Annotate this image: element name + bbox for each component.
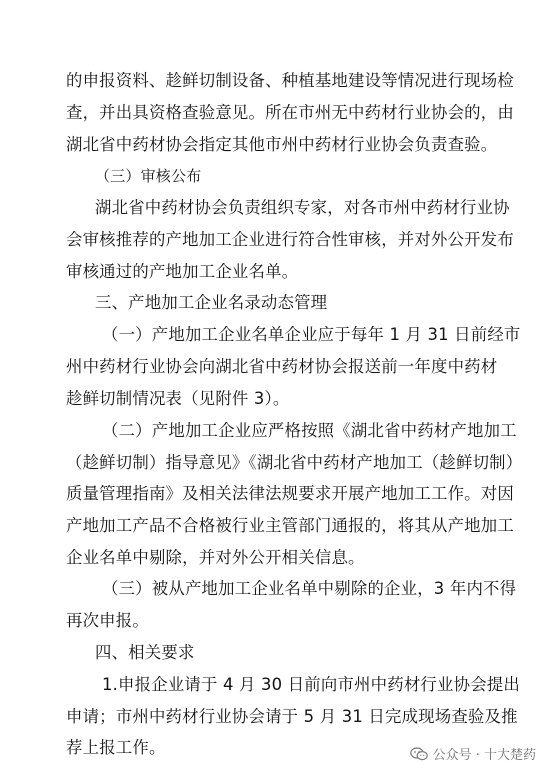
text-line-10: 州中药材行业协会向湖北省中药材协会报送前一年度中药材 bbox=[66, 357, 498, 376]
text-line-1: 的申报资料、趁鲜切制设备、种植基地建设等情况进行现场检 bbox=[66, 71, 514, 90]
text-line-7: 审核通过的产地加工企业名单。 bbox=[66, 262, 299, 281]
watermark bbox=[410, 744, 536, 763]
text-line-5: 湖北省中药材协会负责组织专家，对各市州中药材行业协 bbox=[95, 198, 510, 217]
text-line-13: （趁鲜切制）指导意见》《湖北省中药材产地加工（趁鲜切制） bbox=[66, 453, 523, 472]
text-line-6: 会审核推荐的产地加工企业进行符合性审核，并对外公开发布 bbox=[66, 230, 514, 249]
text-line-20: 1.申报企业请于 4 月 30 日前向市州中药材行业协会提出 bbox=[102, 675, 520, 694]
text-line-12: （二）产地加工企业应严格按照《湖北省中药材产地加工 bbox=[102, 421, 517, 440]
section-heading-requirements: 四、相关要求 bbox=[95, 643, 195, 662]
text-line-9: （一）产地加工企业名单企业应于每年 1 月 31 日前经市 bbox=[102, 325, 521, 344]
text-line-11: 趁鲜切制情况表（见附件 3）。 bbox=[66, 389, 290, 408]
text-line-15: 产地加工产品不合格被行业主管部门通报的，将其从产地加工 bbox=[66, 516, 514, 535]
text-line-3: 湖北省中药材协会指定其他市州中药材行业协会负责查验。 bbox=[66, 135, 498, 154]
text-line-22: 荐上报工作。 bbox=[66, 738, 166, 757]
text-line-21: 申请；市州中药材行业协会请于 5 月 31 日完成现场查验及推 bbox=[66, 707, 518, 726]
text-line-16: 企业名单中剔除，并对外公开相关信息。 bbox=[66, 548, 365, 567]
text-line-18: 再次申报。 bbox=[66, 611, 149, 630]
watermark-text: 公众号 · 十大楚药 bbox=[432, 748, 536, 763]
wechat-icon bbox=[410, 747, 428, 761]
section-heading-dynamic-management: 三、产地加工企业名录动态管理 bbox=[95, 293, 328, 312]
text-line-2: 查，并出具资格查验意见。所在市州无中药材行业协会的，由 bbox=[66, 103, 514, 122]
text-line-14: 质量管理指南》及相关法律法规要求开展产地加工工作。对因 bbox=[66, 484, 514, 503]
section-heading-review-publish: （三）审核公布 bbox=[95, 167, 202, 185]
text-line-17: （三）被从产地加工企业名单中剔除的企业，3 年内不得 bbox=[102, 579, 517, 598]
